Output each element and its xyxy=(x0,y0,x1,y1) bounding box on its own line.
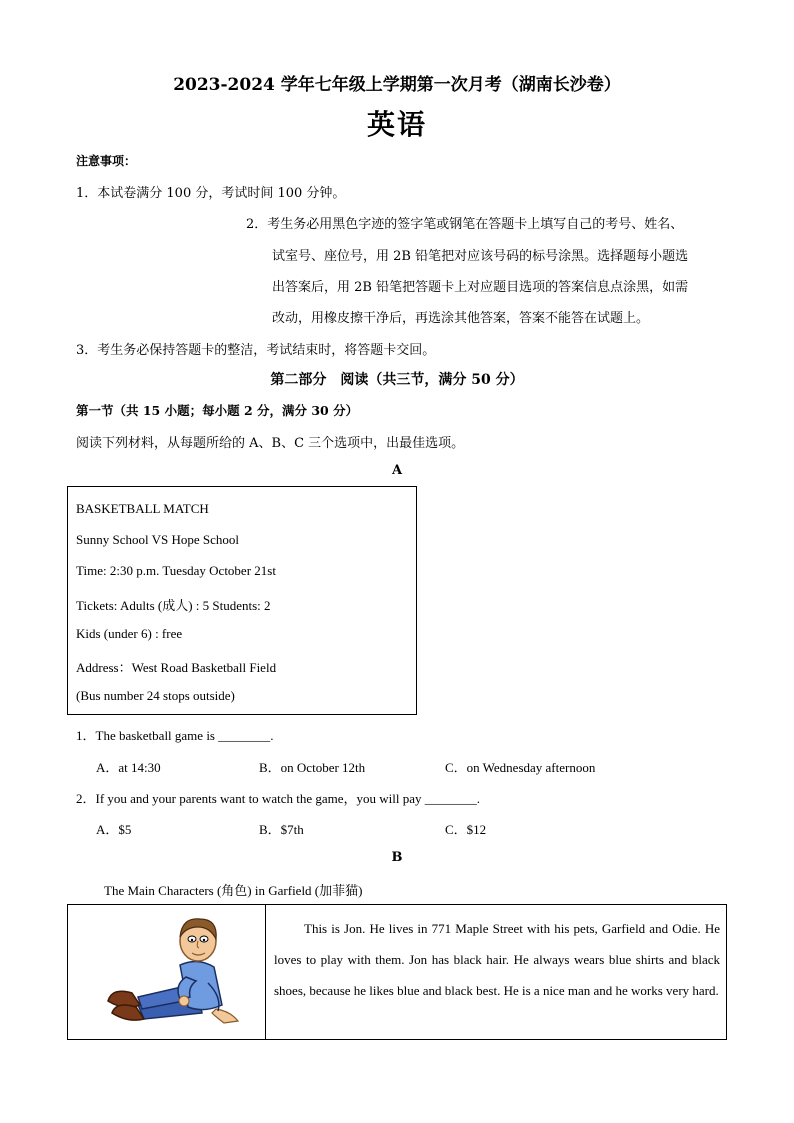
jon-cartoon-illustration xyxy=(98,913,248,1033)
passage-a-letter: A xyxy=(391,463,403,478)
section-title: 第二部分 阅读（共三节，满分 50 分） xyxy=(270,372,524,388)
note-item-1: 1．本试卷满分 100 分，考试时间 100 分钟。 xyxy=(76,186,346,201)
notes-heading: 注意事项： xyxy=(76,154,137,168)
notice-row: (Bus number 24 stops outside) xyxy=(76,688,235,703)
notice-row: Kids (under 6) : free xyxy=(76,626,183,641)
question-2-option-a: A．$5 xyxy=(96,822,132,837)
question-2-option-b: B．$7th xyxy=(259,822,304,837)
question-2-option-c: C．$12 xyxy=(445,822,487,837)
exam-title: 2023-2024 学年七年级上学期第一次月考（湖南长沙卷） xyxy=(173,75,621,95)
note-item-2-line-1: 2．考生务必用黑色字迹的签字笔或钢笔在答题卡上填写自己的考号、姓名、 xyxy=(246,217,684,232)
question-1-option-c: C．on Wednesday afternoon xyxy=(445,760,596,775)
question-1-option-a: A．at 14:30 xyxy=(96,760,161,775)
notice-row: BASKETBALL MATCH xyxy=(76,501,209,516)
question-2-stem: 2．If you and your parents want to watch the game，you will pay ________. xyxy=(76,791,480,806)
note-item-2-line-3: 出答案后，用 2B 铅笔把答题卡上对应题目选项的答案信息点涂黑，如需 xyxy=(272,280,689,295)
note-item-3: 3．考生务必保持答题卡的整洁，考试结束时，将答题卡交回。 xyxy=(76,343,436,358)
passage-b-caption: The Main Characters (角色) in Garfield (加菲猫) xyxy=(104,883,363,898)
notice-row: Time: 2:30 p.m. Tuesday October 21st xyxy=(76,563,276,578)
passage-b-text: This is Jon. He lives in 771 Maple Street with his pets, Garfield and Odie. He loves to play with them. Jon has black hair. He always wears blue shirts and black shoes, because he likes blue and black best. He is a nice man and he works very hard. xyxy=(274,921,720,998)
instruction-text: 阅读下列材料，从每题所给的 A、B、C 三个选项中，出最佳选项。 xyxy=(76,436,465,451)
subsection-title: 第一节（共 15 小题；每小题 2 分，满分 30 分） xyxy=(76,403,359,418)
passage-b-letter: B xyxy=(391,850,403,865)
notice-row: Address：West Road Basketball Field xyxy=(76,660,277,675)
subject-title: 英语 xyxy=(366,108,427,141)
basketball-match-notice xyxy=(67,486,417,715)
note-item-2-line-4: 改动，用橡皮擦干净后，再选涂其他答案，答案不能答在试题上。 xyxy=(272,311,650,326)
passage-b-table xyxy=(67,904,727,1040)
note-item-2-line-2: 试室号、座位号，用 2B 铅笔把对应该号码的标号涂黑。选择题每小题选 xyxy=(272,249,689,264)
question-1-option-b: B．on October 12th xyxy=(259,760,366,775)
notice-row: Sunny School VS Hope School xyxy=(76,532,239,547)
table-divider xyxy=(265,905,266,1039)
notice-row: Tickets: Adults (成人) : 5 Students: 2 xyxy=(76,598,271,613)
question-1-stem: 1．The basketball game is ________. xyxy=(76,728,274,743)
